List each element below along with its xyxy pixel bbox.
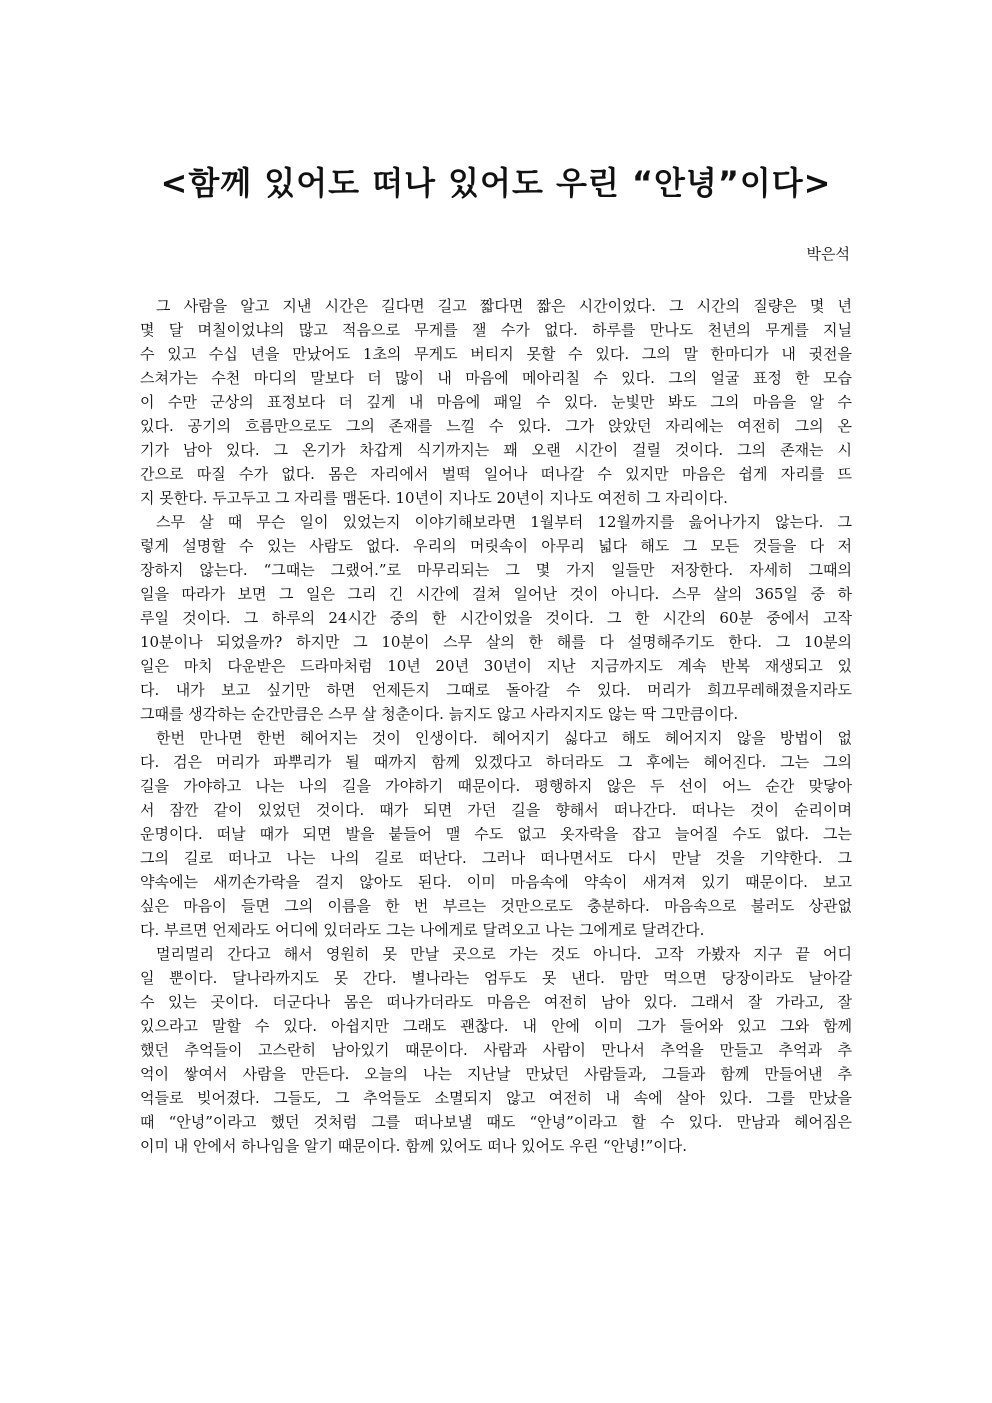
paragraph-line: 몇 달 며칠이었냐의 많고 적음으로 무게를 잴 수가 없다. 하루를 만나도 천년의 무게를 지닐 [140,321,852,339]
paragraph-line: 그의 길로 떠나고 나는 나의 길로 떠난다. 그러나 떠나면서도 다시 만날 것을 기약한다. 그 [140,849,852,867]
paragraph-line: 약속에는 새끼손가락을 걸지 않아도 된다. 이미 마음속에 약속이 새겨져 있기 때문이다. 보고 [140,873,852,891]
document-title: <함께 있어도 떠나 있어도 우린 “안녕”이다> [160,164,832,202]
paragraph-line: 렇게 설명할 수 있는 사람도 없다. 우리의 머릿속이 아무리 넓다 해도 그 모든 것들을 다 저 [140,537,852,555]
paragraph-line: 한번 만나면 한번 헤어지는 것이 인생이다. 헤어지기 싫다고 해도 헤어지지 않을 방법이 없 [156,729,852,747]
paragraph-line: 간으로 따질 수가 없다. 몸은 자리에서 벌떡 일어나 떠나갈 수 있지만 마음은 쉽게 자리를 뜨 [140,465,852,483]
paragraph-line: 때 “안녕”이라고 했던 것처럼 그를 떠나보낼 때도 “안녕”이라고 할 수 있다. 만남과 헤어짐은 [140,1113,852,1131]
paragraph-line: 루일 것이다. 그 하루의 24시간 중의 한 시간이었을 것이다. 그 한 시간의 60분 중에서 고작 [140,609,852,627]
paragraph-line: 10분이나 되었을까? 하지만 그 10분이 스무 살의 한 해를 다 설명해주기도 한다. 그 10분의 [140,633,852,651]
paragraph-line: 일을 따라가 보면 그 일은 그리 긴 시간에 걸쳐 일어난 것이 아니다. 스무 살의 365일 중 하 [140,585,852,603]
paragraph-line: 운명이다. 떠날 때가 되면 발을 붙들어 맬 수도 없고 옷자락을 잡고 늘어질 수도 없다. 그는 [140,825,852,843]
paragraph-line: 억이 쌓여서 사람을 만든다. 오늘의 나는 지난날 만났던 사람들과, 그들과 함께 만들어낸 추 [140,1065,852,1083]
paragraph-line: 수 있는 곳이다. 더군다나 몸은 떠나가더라도 마음은 여전히 남아 있다. 그래서 잘 가라고, 잘 [140,993,852,1011]
paragraph-line: 스쳐가는 수천 마디의 말보다 더 많이 내 마음에 메아리칠 수 있다. 그의 얼굴 표정 한 모습 [140,369,852,387]
paragraph-line: 있다. 공기의 흐름만으로도 그의 존재를 느낄 수 있다. 그가 앉았던 자리에는 여전히 그의 온 [140,417,852,435]
author-name: 박은석 [806,245,850,263]
paragraph-line: 스무 살 때 무슨 일이 있었는지 이야기해보라면 1월부터 12월까지를 읊어나가지 않는다. 그 [156,513,852,531]
paragraph-line: 일 뿐이다. 달나라까지도 못 간다. 별나라는 엄두도 못 낸다. 맘만 먹으면 당장이라도 날아갈 [140,969,852,987]
paragraph-line: 그때를 생각하는 순간만큼은 스무 살 청춘이다. 늙지도 않고 사라지지도 않는 딱 그만큼이다. [140,705,739,723]
paragraph-line: 이 수만 군상의 표정보다 더 깊게 내 마음에 패일 수 있다. 눈빛만 봐도 그의 마음을 알 수 [140,393,852,411]
paragraph-line: 다. 검은 머리가 파뿌리가 될 때까지 함께 있겠다고 하더라도 그 후에는 헤어진다. 그는 그의 [140,753,852,771]
paragraph-line: 다. 내가 보고 싶기만 하면 언제든지 그때로 돌아갈 수 있다. 머리가 희끄무레해졌을지라도 [140,681,852,699]
paragraph-line: 길을 가야하고 나는 나의 길을 가야하기 때문이다. 평행하지 않은 두 선이 어느 순간 맞닿아 [140,777,852,795]
paragraph-line: 싶은 마음이 들면 그의 이름을 한 번 부르는 것만으로도 충분하다. 마음속으로 불러도 상관없 [140,897,852,915]
paragraph-line: 있으라고 말할 수 있다. 아쉽지만 그래도 괜찮다. 내 안에 이미 그가 들어와 있고 그와 함께 [140,1017,852,1035]
paragraph-line: 기가 남아 있다. 그 온기가 차갑게 식기까지는 꽤 오랜 시간이 걸릴 것이다. 그의 존재는 시 [140,441,852,459]
paragraph-line: 장하지 않는다. “그때는 그랬어.”로 마무리되는 그 몇 가지 일들만 저장한다. 자세히 그때의 [140,561,852,579]
paragraph-line: 다. 부르면 언제라도 어디에 있더라도 그는 나에게로 달려오고 나는 그에게로 달려간다. [140,921,705,939]
paragraph-line: 서 잠깐 같이 있었던 것이다. 때가 되면 가던 길을 향해서 떠나간다. 떠나는 것이 순리이며 [140,801,852,819]
paragraph-line: 지 못한다. 두고두고 그 자리를 맴돈다. 10년이 지나도 20년이 지나도 여전히 그 자리이다. [140,489,728,507]
paragraph-line: 이미 내 안에서 하나임을 알기 때문이다. 함께 있어도 떠나 있어도 우린 “안녕!”이다. [140,1137,688,1155]
document-body [140,294,852,1158]
paragraph-line: 억들로 빚어졌다. 그들도, 그 추억들도 소멸되지 않고 여전히 내 속에 살아 있다. 그를 만났을 [140,1089,852,1107]
paragraph-line: 멀리멀리 간다고 해서 영원히 못 만날 곳으로 가는 것도 아니다. 고작 가봤자 지구 끝 어디 [156,945,852,963]
paragraph-line: 수 있고 수십 년을 만났어도 1초의 무게도 버티지 못할 수 있다. 그의 말 한마디가 내 귓전을 [140,345,852,363]
paragraph-line: 일은 마치 다운받은 드라마처럼 10년 20년 30년이 지난 지금까지도 계속 반복 재생되고 있 [140,657,852,675]
paragraph-line: 했던 추억들이 고스란히 남아있기 때문이다. 사람과 사람이 만나서 추억을 만들고 추억과 추 [140,1041,852,1059]
paragraph-line: 그 사람을 알고 지낸 시간은 길다면 길고 짧다면 짧은 시간이었다. 그 시간의 질량은 몇 년 [156,297,852,315]
